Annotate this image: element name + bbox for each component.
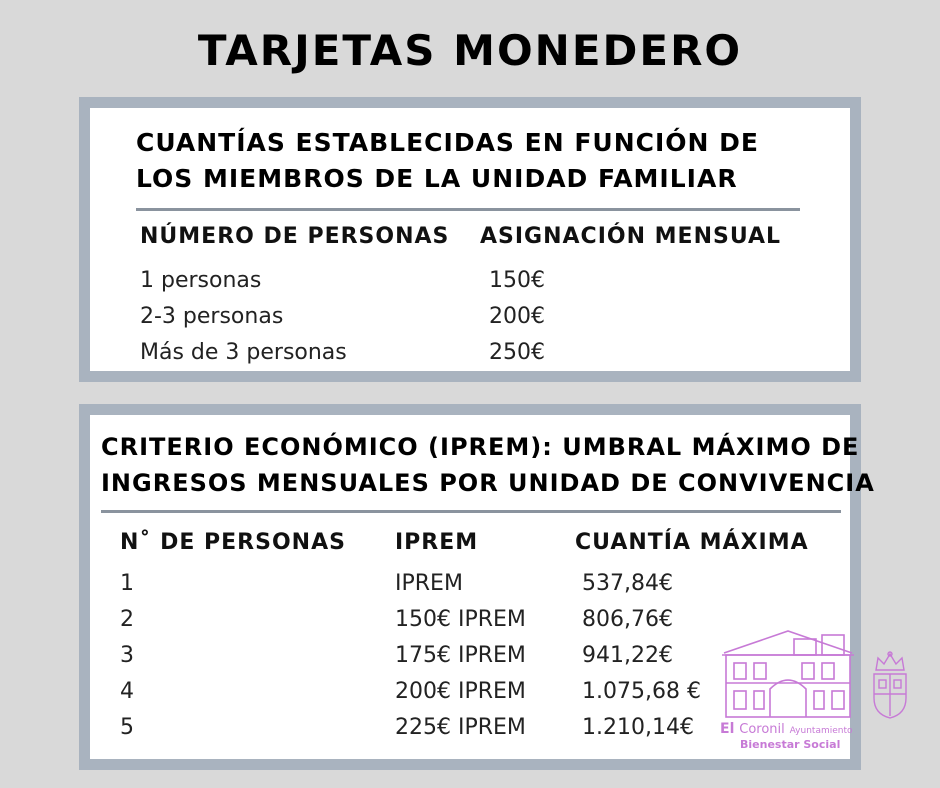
table-row-max: 1.075,68 € (582, 679, 701, 704)
panel2-heading-line2: INGRESOS MENSUALES POR UNIDAD DE CONVIVENCIA (101, 469, 875, 497)
table-row-iprem: 200€ IPREM (395, 679, 526, 704)
panel2-divider (101, 510, 841, 513)
logo-department: Bienestar Social (740, 738, 841, 751)
family-amounts-panel (79, 97, 861, 382)
table-row-num: 4 (120, 679, 134, 704)
town-hall-building-icon (718, 625, 858, 720)
table-row-num: 5 (120, 715, 134, 740)
table-row-max: 1.210,14€ (582, 715, 694, 740)
table-row-num: 3 (120, 643, 134, 668)
table-row-iprem: 150€ IPREM (395, 607, 526, 632)
town-hall-logo (718, 625, 858, 755)
coat-of-arms (866, 650, 914, 722)
table-row-amount: 200€ (489, 304, 545, 329)
table-row-max: 941,22€ (582, 643, 673, 668)
table-row-num: 2 (120, 607, 134, 632)
col-header-max-amount: CUANTÍA MÁXIMA (575, 530, 809, 555)
logo-wordmark (720, 721, 853, 737)
panel2-heading-line1: CRITERIO ECONÓMICO (IPREM): UMBRAL MÁXIMO DE (101, 433, 860, 461)
table-row-iprem: 225€ IPREM (395, 715, 526, 740)
table-row-max: 806,76€ (582, 607, 673, 632)
coat-of-arms-shield-icon (866, 650, 914, 722)
table-row-persons: 2-3 personas (140, 304, 284, 329)
panel1-heading-line1: CUANTÍAS ESTABLECIDAS EN FUNCIÓN DE (136, 128, 759, 157)
table-row-amount: 150€ (489, 268, 545, 293)
table-row-iprem: 175€ IPREM (395, 643, 526, 668)
table-row-max: 537,84€ (582, 571, 673, 596)
table-row-persons: 1 personas (140, 268, 262, 293)
col-header-monthly: ASIGNACIÓN MENSUAL (480, 224, 782, 249)
logo-entity: Ayuntamiento (789, 726, 853, 736)
panel1-divider (136, 208, 800, 211)
page-title: TARJETAS MONEDERO (197, 26, 743, 75)
table-row-amount: 250€ (489, 340, 545, 365)
logo-town-name: Coronil (739, 722, 785, 737)
table-row-num: 1 (120, 571, 134, 596)
table-row-persons: Más de 3 personas (140, 340, 347, 365)
logo-town-prefix: El (720, 721, 735, 737)
col-header-iprem: IPREM (395, 530, 479, 555)
table-row-iprem: IPREM (395, 571, 463, 596)
col-header-num-persons: N˚ DE PERSONAS (120, 530, 346, 555)
col-header-persons: NÚMERO DE PERSONAS (140, 224, 450, 249)
panel1-heading-line2: LOS MIEMBROS DE LA UNIDAD FAMILIAR (136, 164, 738, 193)
